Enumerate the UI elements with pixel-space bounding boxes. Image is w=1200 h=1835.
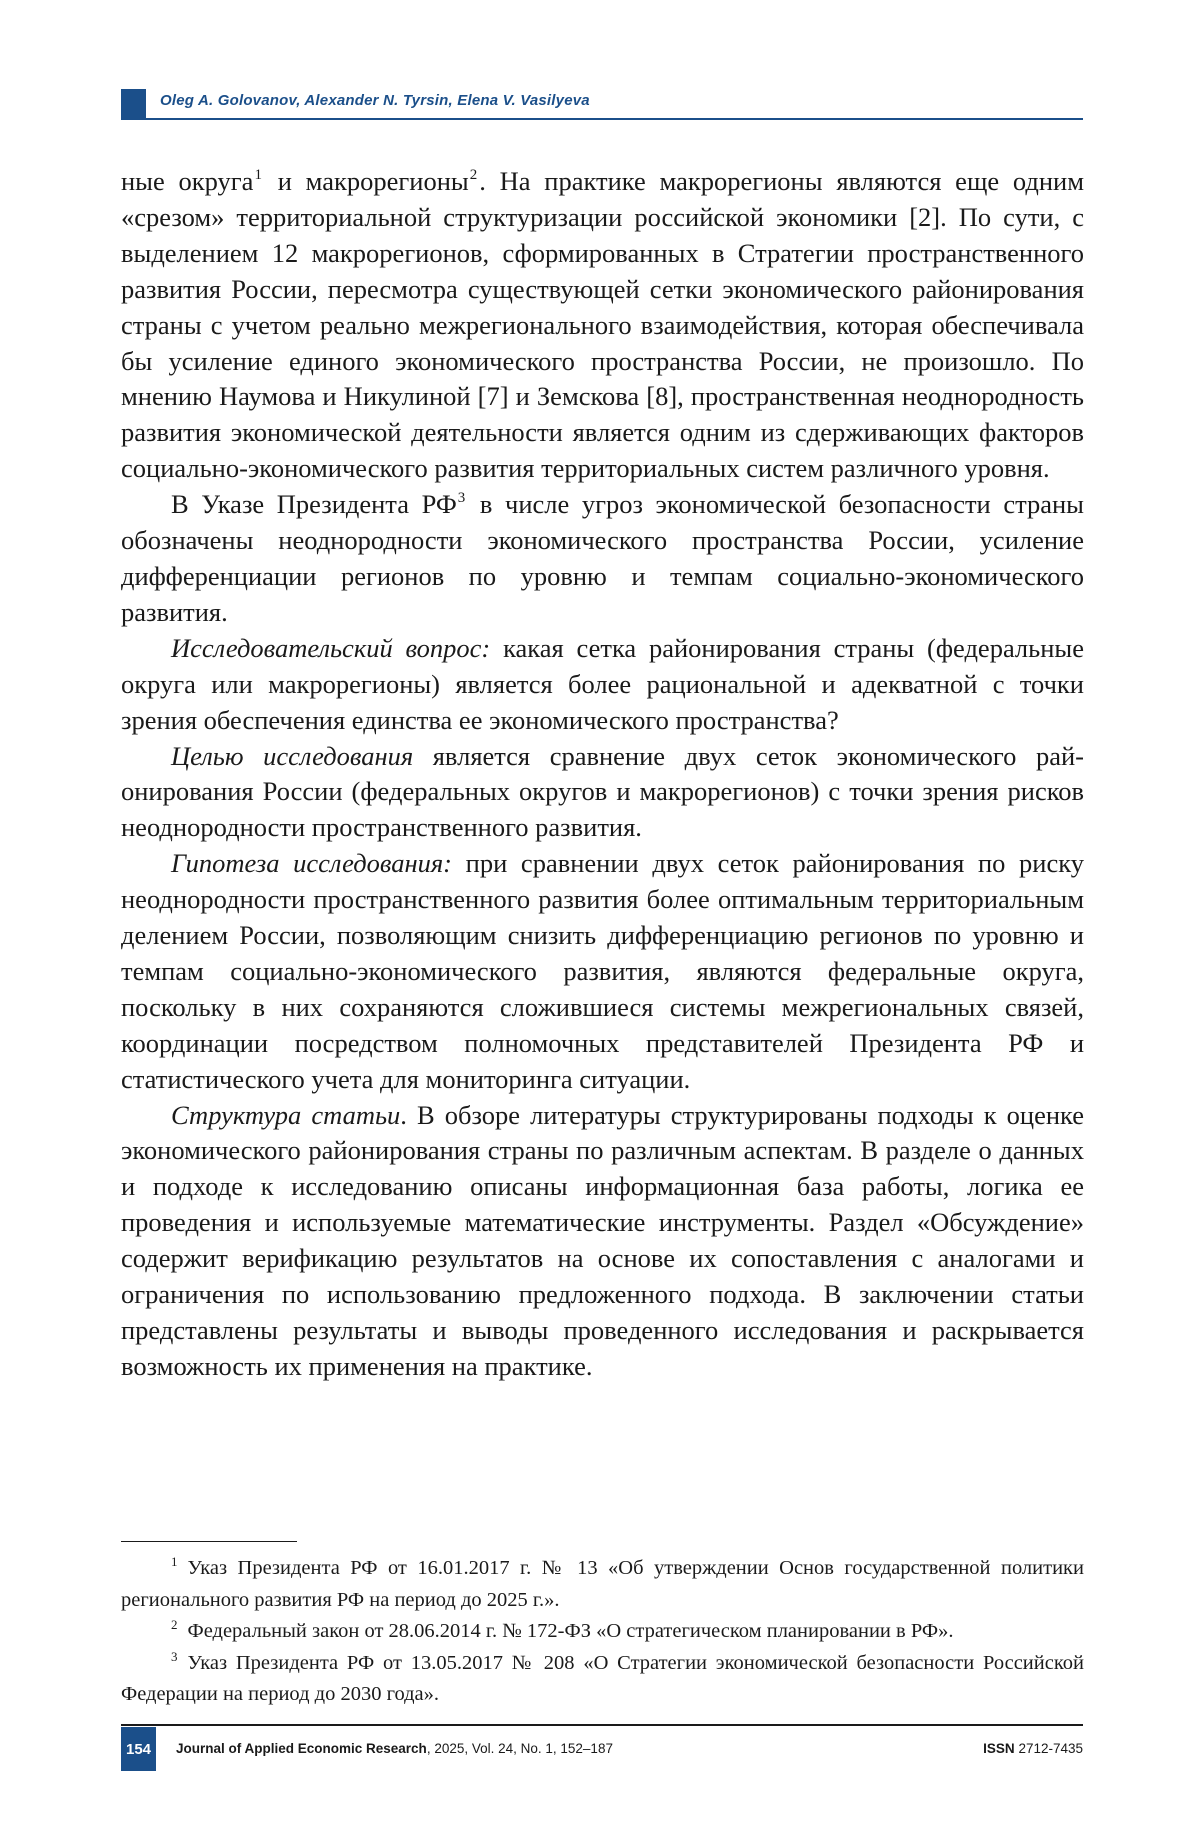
footnote-ref-2[interactable]: 2 xyxy=(469,167,478,183)
footer-rule xyxy=(121,1724,1083,1726)
issn xyxy=(983,1741,1083,1756)
paragraph-text: в числе угроз экономической безопасности страны обозначены неоднородности экономического пространства России, усиление дифференциации регионов по уровню и темпам социально-экономического развития. xyxy=(121,489,1084,627)
running-header-authors: Oleg A. Golovanov, Alexander N. Tyrsin, Elena V. Vasilyeva xyxy=(160,92,590,109)
hypothesis-paragraph xyxy=(121,846,1084,1097)
paragraph-text: какая сетка районирования страны (федеральные округа или макрорегионы) является более рациональной и адекватной с точки зрения обеспечения единства ее экономического пространства? xyxy=(121,632,1084,735)
footnote-2 xyxy=(121,1616,1084,1648)
structure-label: Структура статьи xyxy=(171,1099,401,1130)
footnotes xyxy=(121,1553,1084,1711)
journal-citation xyxy=(176,1741,613,1756)
journal-details: , 2025, Vol. 24, No. 1, 152–187 xyxy=(426,1741,613,1756)
header-rule xyxy=(121,118,1083,120)
footnote-ref-3[interactable]: 3 xyxy=(457,490,466,507)
journal-name: Journal of Applied Economic Research xyxy=(176,1741,427,1756)
footnote-number: 3 xyxy=(171,1648,178,1664)
structure-paragraph xyxy=(121,1098,1084,1385)
paragraph-1 xyxy=(121,164,1084,487)
paragraph-text: и макрорегионы xyxy=(263,166,469,196)
paragraph-text: . В обзоре литературы структурированы подходы к оценке экономического районирования страны по различным аспектам. В разделе о данных и подходе к исследованию описаны информационная база работы, логика ее проведения и используемые математические инструменты. Раздел «Обсуждение» содержит верификацию результатов на основе их сопоставления с аналогами и ограничения по использованию предложенного подхода. В заключении статьи представлены результаты и выводы проведенного исследования и раскрывается возможность их применения на практике. xyxy=(121,1099,1084,1381)
footnote-number: 2 xyxy=(171,1617,178,1632)
research-goal-label: Целью исследования xyxy=(171,740,414,771)
article-body xyxy=(121,164,1084,1385)
hypothesis-label: Гипотеза исследования: xyxy=(171,848,452,879)
paragraph-text: В Указе Президента РФ xyxy=(171,489,457,520)
research-goal-paragraph xyxy=(121,739,1084,847)
footnote-text: Указ Президента РФ от 13.05.2017 № 208 «О Стратегии экономической безопасности Российской Федерации на период до 2030 года». xyxy=(121,1651,1084,1705)
paragraph-text: . На практике макрорегионы являются еще одним «срезом» территориальной структуризации российской экономики [2]. По сути, с выделением 12 макрорегионов, сформированных в Стратегии пространственного развития России, пересмотра существующей сетки экономического районирования страны с учетом реально межрегионального взаимодействия, которая обеспечивала бы усиление единого экономического пространства России, не произошло. По мнению Наумова и Никулиной [7] и Земскова [8], пространственная неоднородность развития экономической деятельности является одним из сдерживающих факторов социально-экономического развития территориальных систем различного уровня. xyxy=(121,166,1084,484)
paragraph-text: является сравнение двух сеток экономического районирования России (федеральных округов и макрорегионов) с точки зрения рисков неоднородности пространственного развития. xyxy=(121,740,1084,843)
paragraph-text: ные округа xyxy=(121,166,254,196)
paragraph-2 xyxy=(121,487,1084,631)
footnote-3 xyxy=(121,1648,1084,1711)
issn-value: 2712-7435 xyxy=(1014,1741,1083,1756)
footnote-number: 1 xyxy=(171,1554,178,1569)
footnote-1 xyxy=(121,1553,1084,1616)
research-question-paragraph xyxy=(121,631,1084,739)
page-number: 154 xyxy=(121,1727,156,1771)
research-question-label: Исследовательский вопрос: xyxy=(171,632,491,663)
footnote-separator xyxy=(121,1541,297,1542)
footnote-text: Указ Президента РФ от 16.01.2017 г. № 13 «Об утверждении Основ государственной политики регионального развития РФ на период до 2025 г.». xyxy=(121,1557,1084,1611)
issn-label: ISSN xyxy=(983,1741,1015,1756)
paragraph-text: при сравнении двух сеток районирования по риску неоднородности пространственного развития более оптимальным территориальным делением России, позволяющим снизить дифференциацию регионов по уровню и темпам социально-экономического развития, являются федеральные округа, поскольку в них сохраняются сложившиеся системы межрегиональных связей, координации посредством полномочных представителей Президента РФ и статистического учета для мониторинга ситуации. xyxy=(121,848,1084,1094)
footnote-ref-1[interactable]: 1 xyxy=(254,167,262,183)
footnote-text: Федеральный закон от 28.06.2014 г. № 172-ФЗ «О стратегическом планировании в РФ». xyxy=(187,1620,954,1642)
header-accent-square xyxy=(121,89,146,118)
